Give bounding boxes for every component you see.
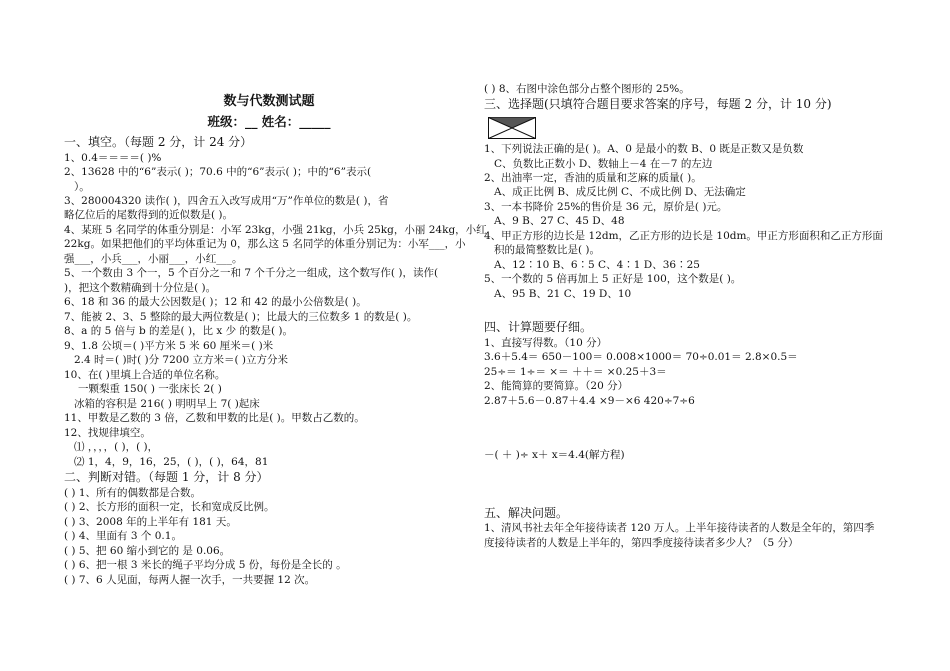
tf-5: ( ) 5、把 60 缩小到它的 是 0.06。 [64,544,231,557]
q1-4-cont2: 强___，小兵___，小丽___，小红___。 [64,252,243,265]
calc-1-row-a: 3.6＋5.4＝ 650－100＝ 0.008×1000＝ 70÷0.01＝ 2.8×0.5＝ [484,351,798,364]
section-1-heading: 一、填空。（每题 2 分，计 24 分） [64,135,253,149]
mc-3-options: A、9 B、27 C、45 D、48 [494,215,625,228]
tf-1: ( ) 1、所有的偶数都是合数。 [64,486,202,499]
q1-8: 8、a 的 5 倍与 b 的差是( )，比 x 少 的数是( )。 [64,325,294,338]
calc-2-row-a: 2.87＋5.6－0.87＋4.4 ×9－×6 420÷7÷6 [484,394,695,407]
tf-7: ( ) 7、6 人见面，每两人握一次手，一共要握 12 次。 [64,573,316,586]
class-name-line: 班级：__ 姓名：_____ [207,114,331,129]
mc-5: 5、一个数的 5 倍再加上 5 正好是 100，这个数是( )。 [484,273,742,286]
q1-10: 10、在( )里填上合适的单位名称。 [64,368,226,381]
shaded-rectangle-figure [488,117,536,139]
mc-1-cont: C、负数比正数小 D、数轴上－4 在－7 的左边 [494,157,713,170]
q1-9-cont: 2.4 时＝( )时( )分 7200 立方米＝( )立方分米 [74,354,289,367]
q1-4-cont: 22kg。如果把他们的平均体重记为 0，那么这 5 名同学的体重分别记为：小军___，小 [64,238,466,251]
section-2-heading: 二、判断对错。（每题 1 分，计 8 分） [64,470,269,485]
page-title: 数与代数测试题 [223,94,315,109]
q1-10-a: 一颗梨重 150( ) 一张床长 2( ) [78,383,222,396]
tf-4: ( ) 4、里面有 3 个 0.1。 [64,530,182,543]
q1-1: 1、0.4＝＝＝＝( )% [64,151,162,164]
mc-2-options: A、成正比例 B、成反比例 C、不成比例 D、无法确定 [494,186,746,199]
q1-3: 3、280004320 读作( )，四舍五入改写成用“万”作单位的数是( )，省 [64,195,389,207]
section-3-heading: 三、选择题(只填符合题目要求答案的序号，每题 2 分，计 10 分) [484,97,832,112]
q1-3-cont: 略亿位后的尾数得到的近似数是( )。 [64,209,234,222]
section-4-heading: 四、计算题要仔细。 [484,320,593,335]
section-5-heading: 五、解决问题。 [484,505,569,520]
q1-7: 7、能被 2、3、5 整除的最大两位数是( )；比最大的三位数多 1 的数是( )。 [64,310,418,323]
q1-4: 4、某班 5 名同学的体重分别是：小军 23kg，小强 21kg，小兵 25kg，小丽 24kg，小红 [64,223,487,236]
mc-5-options: A、95 B、21 C、19 D、10 [494,287,632,300]
mc-4-options: A、12∶10 B、6∶5 C、4∶1 D、36∶25 [494,258,700,271]
q1-5: 5、一个数由 3 个一，5 个百分之一和 7 个千分之一组成，这个数写作( )，读作( [64,267,439,280]
q1-10-b: 冰箱的容积是 216( ) 明明早上 7( )起床 [74,397,260,410]
q1-5-cont: )，把这个数精确到十分位是( )。 [64,281,217,294]
calc-1-row-b: 25÷＝ 1÷＝ ×＝ ＋＋＝ ×0.25＋3＝ [484,365,667,378]
q1-6: 6、18 和 36 的最大公因数是( )；12 和 42 的最小公倍数是( )。 [64,296,367,309]
problem-1: 1、清风书社去年全年接待读者 120 万人。上半年接待读者的人数是全年的，第四季 [484,522,875,535]
mc-4-cont: 积的最简整数比是( )。 [494,244,601,257]
problem-1-cont: 度接待读者的人数是上半年的，第四季度接待读者多少人？（5 分） [484,536,799,549]
tf-8: ( ) 8、右图中涂色部分占整个图形的 25%。 [484,83,690,95]
mc-1: 1、下列说法正确的是( )。A、0 是最小的数 B、0 既是正数又是负数 [484,143,804,156]
calc-1: 1、直接写得数。（10 分） [484,336,608,349]
tf-2: ( ) 2、长方形的面积一定，长和宽成反比例。 [64,501,275,514]
calc-2: 2、能简算的要简算。（20 分） [484,380,629,393]
mc-2: 2、出油率一定，香油的质量和芝麻的质量( )。 [484,172,702,184]
q1-12-a: ⑴ ，，，，( )，( )， [74,441,159,454]
q1-9: 9、1.8 公顷＝( )平方米 5 米 60 厘米＝( )米 [64,339,274,352]
calc-2-row-b: －( ＋ )÷ x＋ x＝4.4(解方程) [484,449,625,462]
tf-3: ( ) 3、2008 年的上半年有 181 天。 [64,515,237,528]
q1-11: 11、甲数是乙数的 3 倍，乙数和甲数的比是( )。甲数占乙数的。 [64,412,365,425]
mc-3: 3、一本书降价 25%的售价是 36 元，原价是( )元。 [484,200,728,213]
q1-2-cont: ）。 [74,180,90,193]
q1-2: 2、13628 中的“6”表示( )；70.6 中的“6”表示( )；中的“6”表示( [64,166,372,179]
q1-12-b: ⑵ 1，4，9，16，25，( )，( )，64，81 [74,455,269,468]
q1-12: 12、找规律填空。 [64,426,151,439]
mc-4: 4、甲正方形的边长是 12dm，乙正方形的边长是 10dm。甲正方形面积和乙正方形面 [484,229,883,242]
tf-6: ( ) 6、把一根 3 米长的绳子平均分成 5 份，每份是全长的 。 [64,559,347,572]
